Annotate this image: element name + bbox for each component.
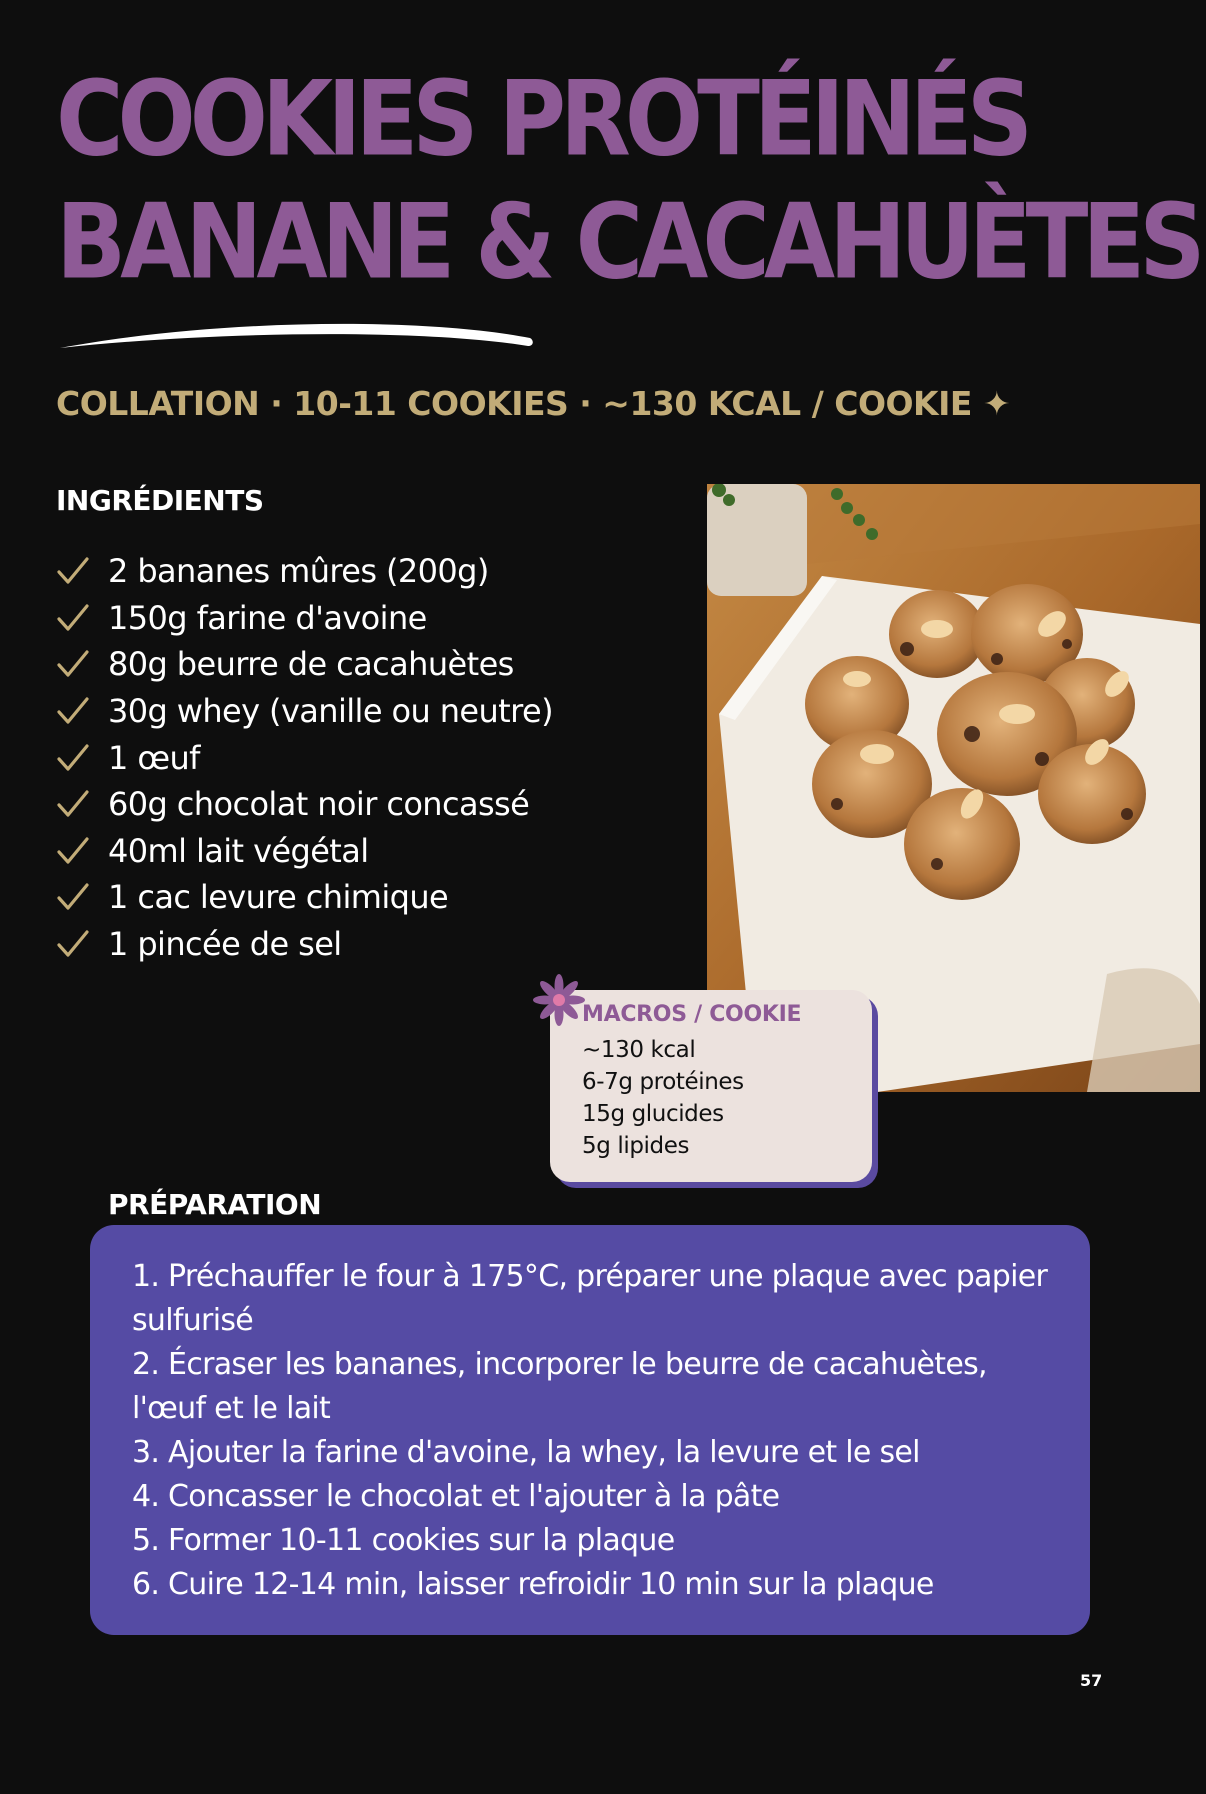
check-icon bbox=[56, 789, 90, 819]
macros-card bbox=[550, 990, 872, 1182]
macro-item: 15g glucides bbox=[582, 1101, 724, 1127]
check-icon bbox=[56, 929, 90, 959]
ingredient-text: 60g chocolat noir concassé bbox=[108, 785, 530, 824]
ingredient-item bbox=[56, 921, 553, 968]
ingredients-list bbox=[56, 548, 553, 967]
preparation-box bbox=[90, 1225, 1090, 1635]
ingredient-item bbox=[56, 734, 553, 781]
preparation-step: 4. Concasser le chocolat et l'ajouter à la pâte bbox=[132, 1479, 780, 1514]
ingredient-item bbox=[56, 641, 553, 688]
preparation-step: 1. Préchauffer le four à 175°C, préparer une plaque avec papier sulfurisé bbox=[132, 1259, 1048, 1338]
preparation-step: 2. Écraser les bananes, incorporer le beurre de cacahuètes, l'œuf et le lait bbox=[132, 1347, 987, 1426]
ingredient-text: 80g beurre de cacahuètes bbox=[108, 645, 514, 684]
ingredient-text: 40ml lait végétal bbox=[108, 831, 369, 870]
preparation-step: 3. Ajouter la farine d'avoine, la whey, la levure et le sel bbox=[132, 1435, 920, 1470]
ingredient-item bbox=[56, 874, 553, 921]
ingredient-item bbox=[56, 688, 553, 735]
ingredient-text: 1 pincée de sel bbox=[108, 925, 342, 964]
macro-item: ~130 kcal bbox=[582, 1037, 696, 1063]
swoosh-underline bbox=[58, 318, 538, 358]
macros-list bbox=[582, 1034, 744, 1162]
preparation-steps bbox=[132, 1255, 1062, 1607]
macro-item: 6-7g protéines bbox=[582, 1069, 744, 1095]
check-icon bbox=[56, 882, 90, 912]
preparation-step: 6. Cuire 12-14 min, laisser refroidir 10 min sur la plaque bbox=[132, 1567, 934, 1602]
check-icon bbox=[56, 696, 90, 726]
recipe-subtitle: COLLATION · 10-11 COOKIES · ~130 KCAL / COOKIE ✦ bbox=[56, 384, 1011, 423]
preparation-heading: PRÉPARATION bbox=[108, 1188, 322, 1221]
ingredient-item bbox=[56, 548, 553, 595]
title-line-2: BANANE & CACAHUÈTES bbox=[56, 182, 1200, 303]
check-icon bbox=[56, 836, 90, 866]
ingredient-text: 30g whey (vanille ou neutre) bbox=[108, 692, 553, 731]
check-icon bbox=[56, 743, 90, 773]
macro-item: 5g lipides bbox=[582, 1133, 690, 1159]
check-icon bbox=[56, 649, 90, 679]
check-icon bbox=[56, 603, 90, 633]
ingredients-heading: INGRÉDIENTS bbox=[56, 484, 264, 517]
macros-heading: MACROS / COOKIE bbox=[582, 1002, 802, 1027]
ingredient-item bbox=[56, 828, 553, 875]
ingredient-item bbox=[56, 595, 553, 642]
recipe-title bbox=[56, 58, 1200, 304]
ingredient-text: 1 œuf bbox=[108, 738, 200, 777]
page-number: 57 bbox=[1080, 1671, 1103, 1690]
check-icon bbox=[56, 556, 90, 586]
preparation-step: 5. Former 10-11 cookies sur la plaque bbox=[132, 1523, 675, 1558]
ingredient-text: 150g farine d'avoine bbox=[108, 598, 427, 637]
ingredient-text: 1 cac levure chimique bbox=[108, 878, 449, 917]
ingredient-text: 2 bananes mûres (200g) bbox=[108, 552, 489, 591]
flower-icon bbox=[533, 974, 585, 1026]
title-line-1: COOKIES PROTÉINÉS bbox=[56, 59, 1028, 179]
ingredient-item bbox=[56, 781, 553, 828]
